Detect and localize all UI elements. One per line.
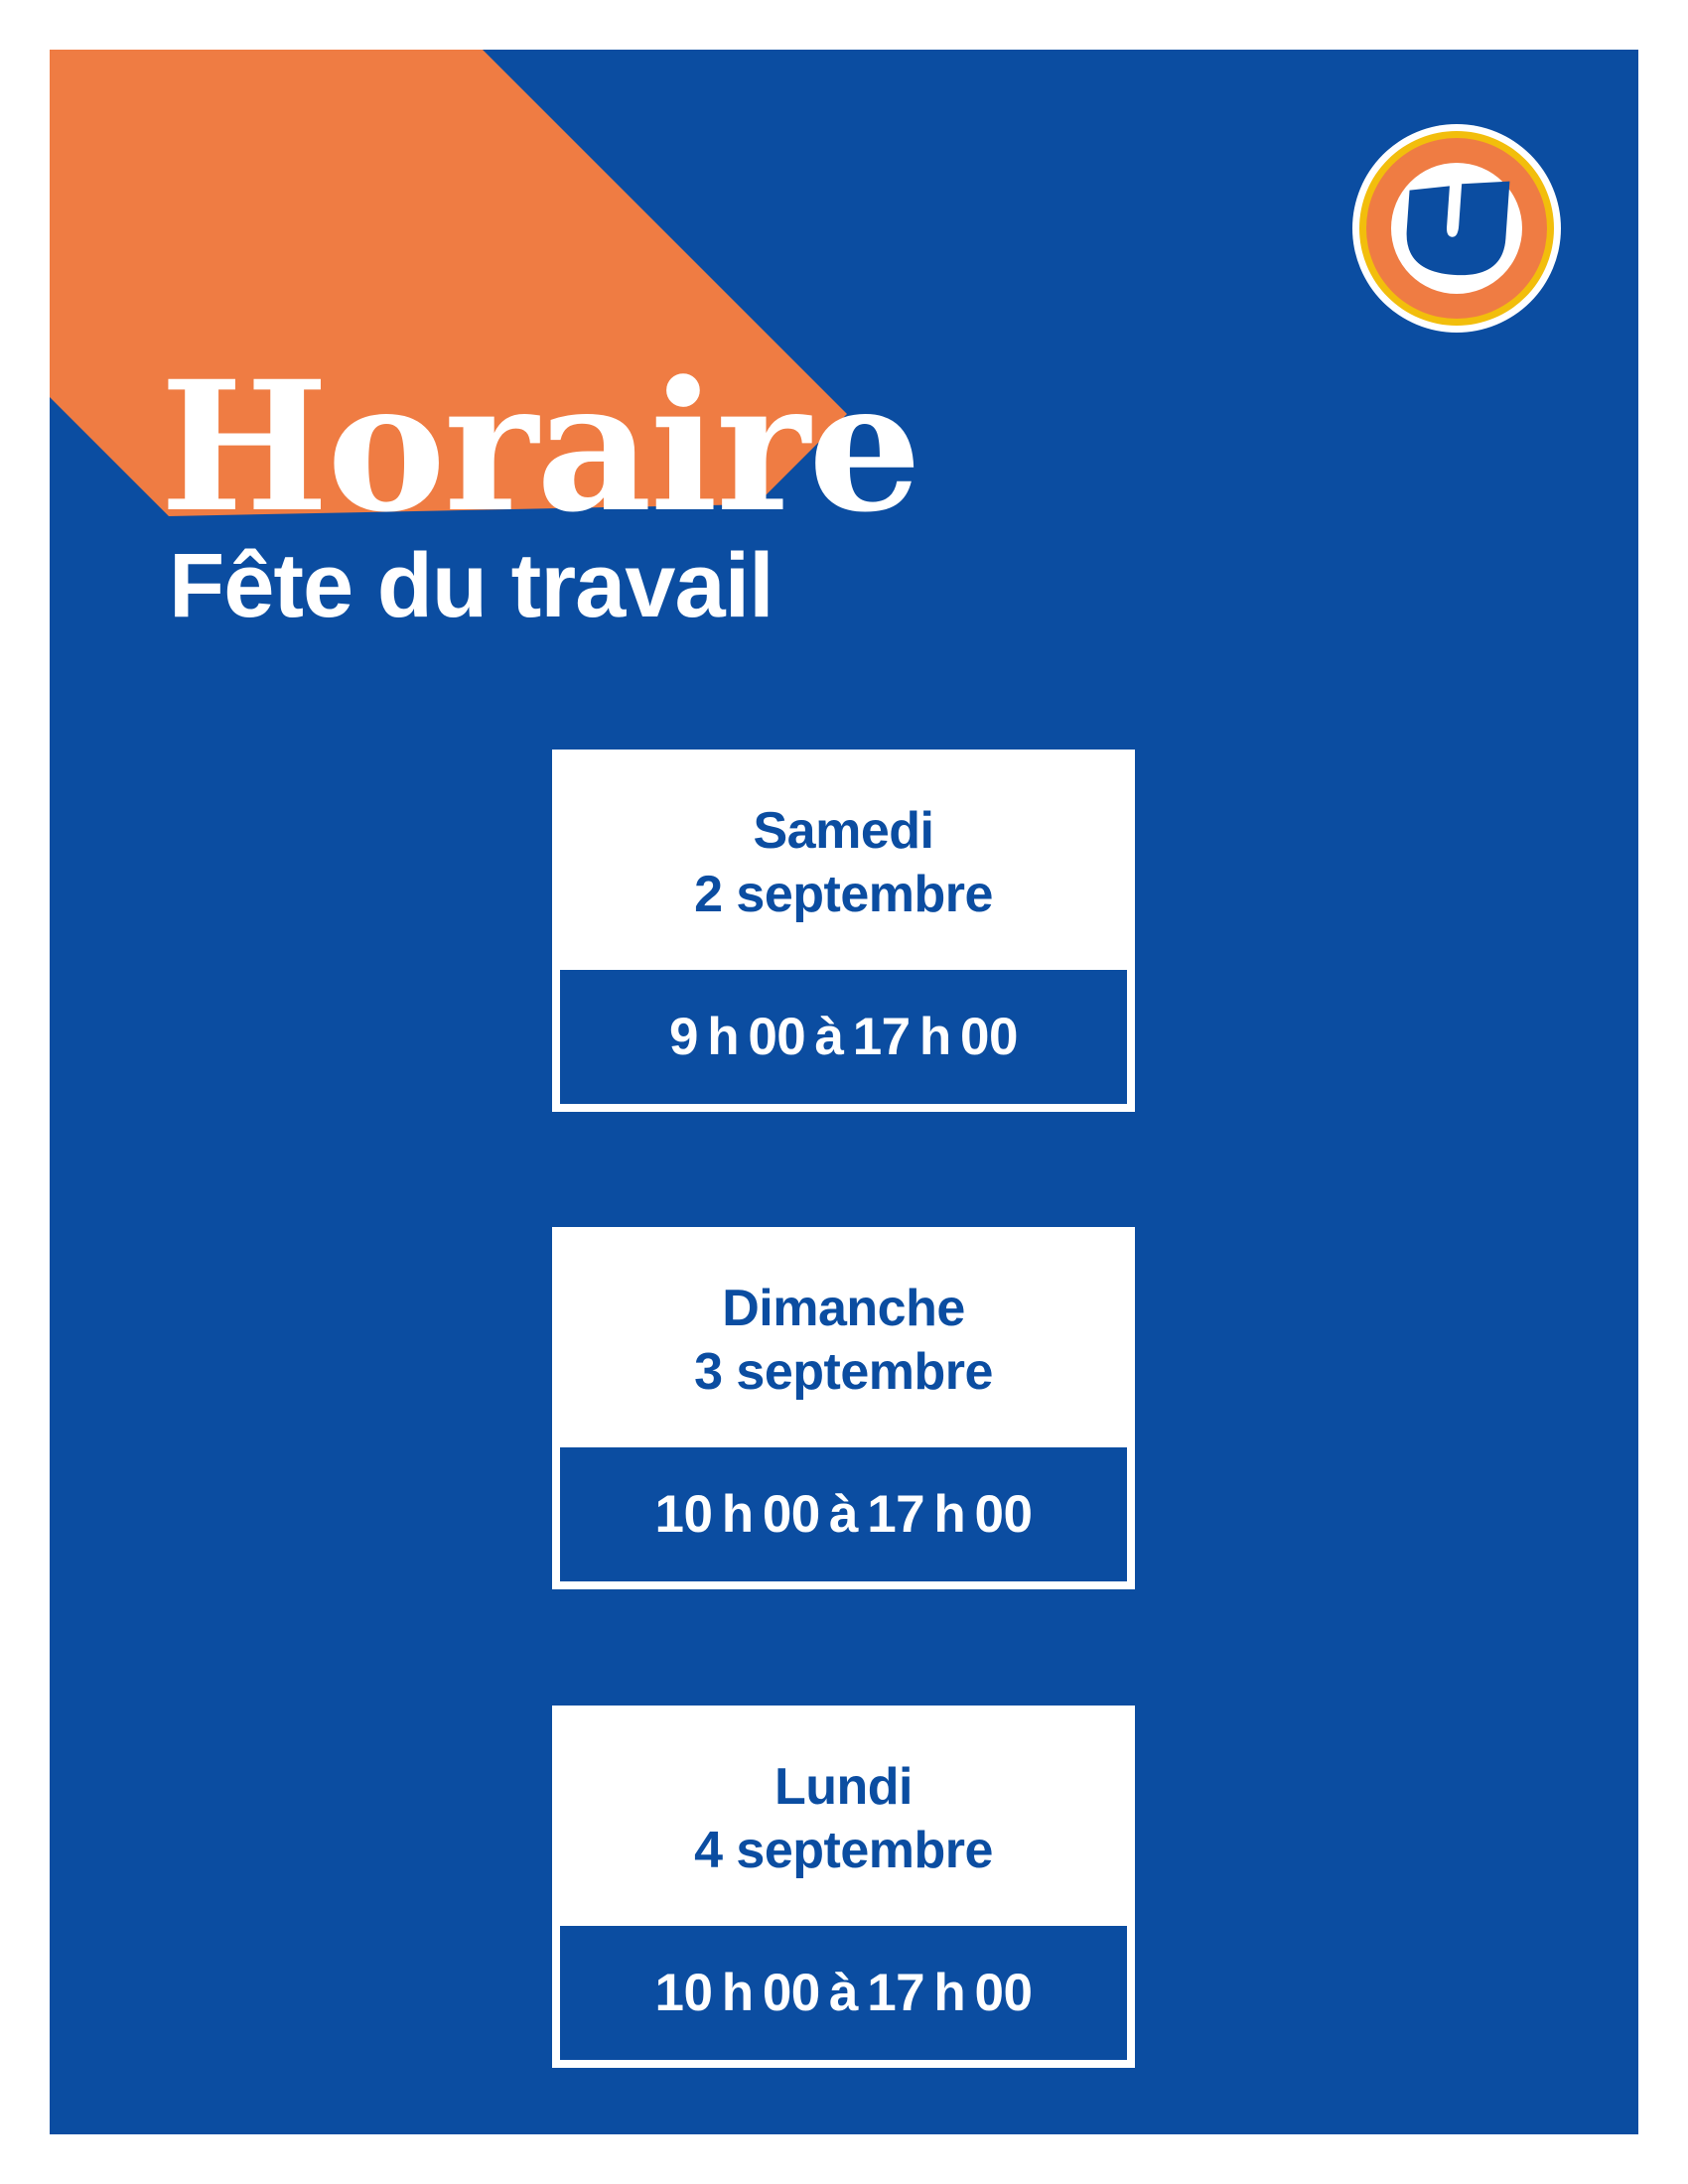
page-title: Horaire <box>160 342 920 552</box>
logo-inner-disc <box>1391 163 1522 294</box>
brand-u-icon <box>1397 172 1515 285</box>
card-day-date <box>552 1227 1135 1404</box>
card-hours-label: 10 h 00 à 17 h 00 <box>654 1964 1033 2022</box>
card-day-date <box>552 750 1135 926</box>
schedule-card-lundi <box>552 1706 1135 2068</box>
card-date-label: 3 septembre <box>694 1343 993 1401</box>
card-day-label: Samedi <box>753 802 934 860</box>
page-subtitle: Fête du travail <box>169 535 774 636</box>
logo-orange-ring <box>1366 138 1547 319</box>
card-day-label: Lundi <box>774 1758 913 1816</box>
schedule-card-samedi <box>552 750 1135 1112</box>
card-hours-label: 10 h 00 à 17 h 00 <box>654 1485 1033 1544</box>
card-day-date <box>552 1706 1135 1882</box>
schedule-card-dimanche <box>552 1227 1135 1589</box>
card-day-label: Dimanche <box>722 1280 965 1337</box>
card-date-label: 2 septembre <box>694 866 993 923</box>
card-hours-label: 9 h 00 à 17 h 00 <box>669 1008 1018 1066</box>
logo-yellow-ring <box>1359 131 1554 326</box>
card-date-label: 4 septembre <box>694 1822 993 1879</box>
poster-background <box>50 50 1638 2134</box>
card-hours-box <box>560 1926 1127 2060</box>
brand-logo <box>1352 124 1561 333</box>
card-hours-box <box>560 970 1127 1104</box>
card-hours-box <box>560 1447 1127 1581</box>
